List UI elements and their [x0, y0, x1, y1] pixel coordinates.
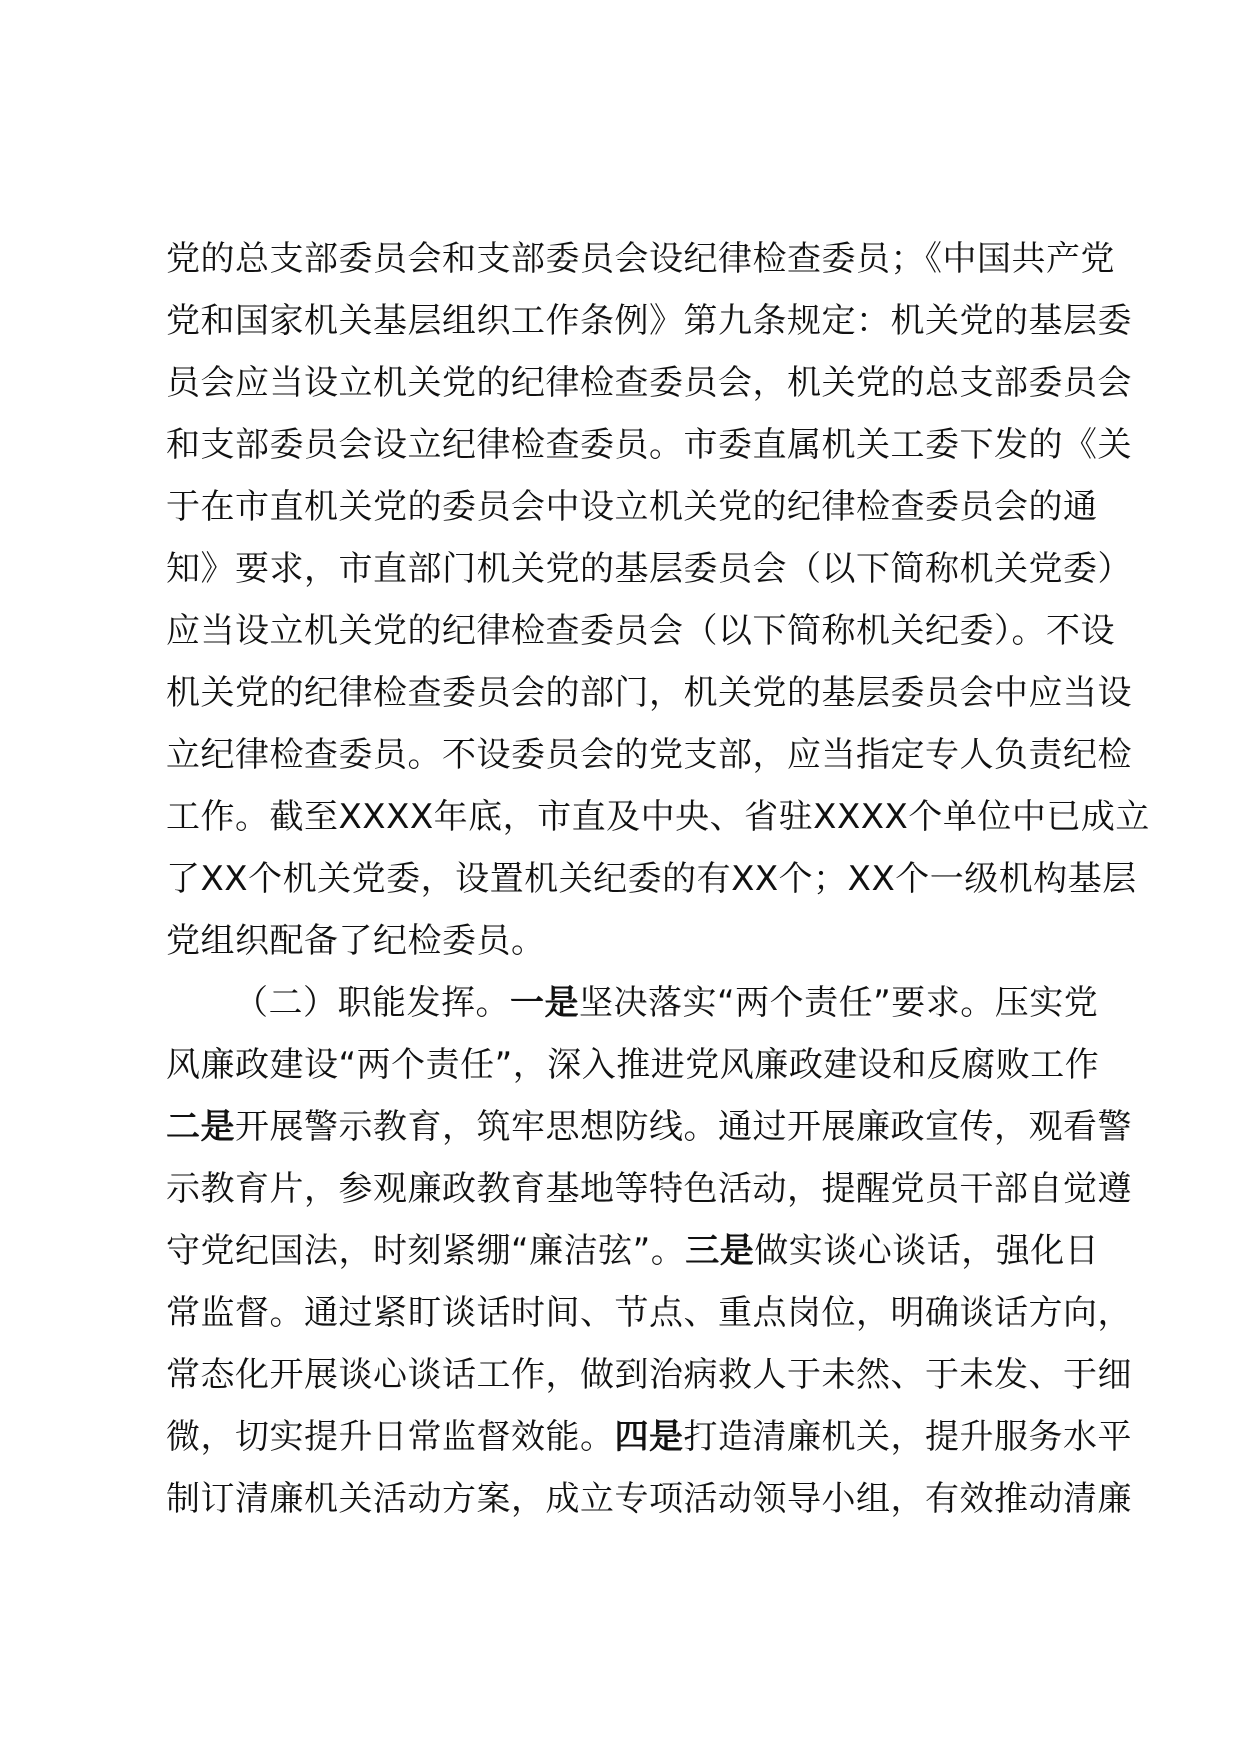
point-marker-2: 二是 [166, 1107, 235, 1147]
point-marker-4: 四是 [614, 1417, 684, 1457]
point-text: 守党纪国法，时刻紧绷“廉洁弦”。 [166, 1231, 686, 1271]
text-line: 党组织配备了纪检委员。 [166, 921, 546, 961]
text-line: 于在市直机关党的委员会中设立机关党的纪律检查委员会的通 [166, 487, 1098, 527]
point-marker-1: 一是 [510, 983, 579, 1023]
text-line: 应当设立机关党的纪律检查委员会（以下简称机关纪委）。不设 [166, 611, 1115, 651]
point-marker-3: 三是 [685, 1231, 755, 1271]
text-line: 风廉政建设“两个责任”，深入推进党风廉政建设和反腐败工作 [166, 1045, 1100, 1085]
text-line: 了XX个机关党委，设置机关纪委的有XX个；XX个一级机构基层 [166, 859, 1137, 899]
section-heading-line [166, 972, 1112, 1034]
text-line: 工作。截至XXXX年底，市直及中央、省驻XXXX个单位中已成立 [166, 797, 1150, 837]
text-line [166, 1220, 1112, 1282]
point-text: 坚决落实“两个责任”要求。压实党 [579, 983, 1099, 1023]
text-line [166, 1406, 1132, 1468]
text-line: 制订清廉机关活动方案，成立专项活动领导小组，有效推动清廉 [166, 1479, 1132, 1519]
body-text [166, 228, 1150, 1530]
text-line: 知》要求，市直部门机关党的基层委员会（以下简称机关党委） [166, 549, 1132, 589]
text-line: 常态化开展谈心谈话工作，做到治病救人于未然、于未发、于细 [166, 1355, 1132, 1395]
text-line: 员会应当设立机关党的纪律检查委员会，机关党的总支部委员会 [166, 363, 1132, 403]
text-line [166, 1096, 1132, 1158]
section-heading: （二）职能发挥。 [234, 983, 510, 1023]
text-line: 党的总支部委员会和支部委员会设纪律检查委员；《中国共产党 [166, 239, 1115, 279]
text-line: 立纪律检查委员。不设委员会的党支部，应当指定专人负责纪检 [166, 735, 1132, 775]
text-line: 机关党的纪律检查委员会的部门，机关党的基层委员会中应当设 [166, 673, 1132, 713]
point-text: 开展警示教育，筑牢思想防线。通过开展廉政宣传，观看警 [235, 1107, 1132, 1147]
point-text: 微，切实提升日常监督效能。 [166, 1417, 615, 1457]
text-line: 常监督。通过紧盯谈话时间、节点、重点岗位，明确谈话方向， [166, 1293, 1132, 1333]
point-text: 打造清廉机关，提升服务水平 [683, 1417, 1132, 1457]
text-line: 和支部委员会设立纪律检查委员。市委直属机关工委下发的《关 [166, 425, 1132, 465]
text-line: 示教育片，参观廉政教育基地等特色活动，提醒党员干部自觉遵 [166, 1169, 1132, 1209]
text-line: 党和国家机关基层组织工作条例》第九条规定：机关党的基层委 [166, 301, 1132, 341]
point-text: 做实谈心谈话，强化日 [754, 1231, 1100, 1271]
